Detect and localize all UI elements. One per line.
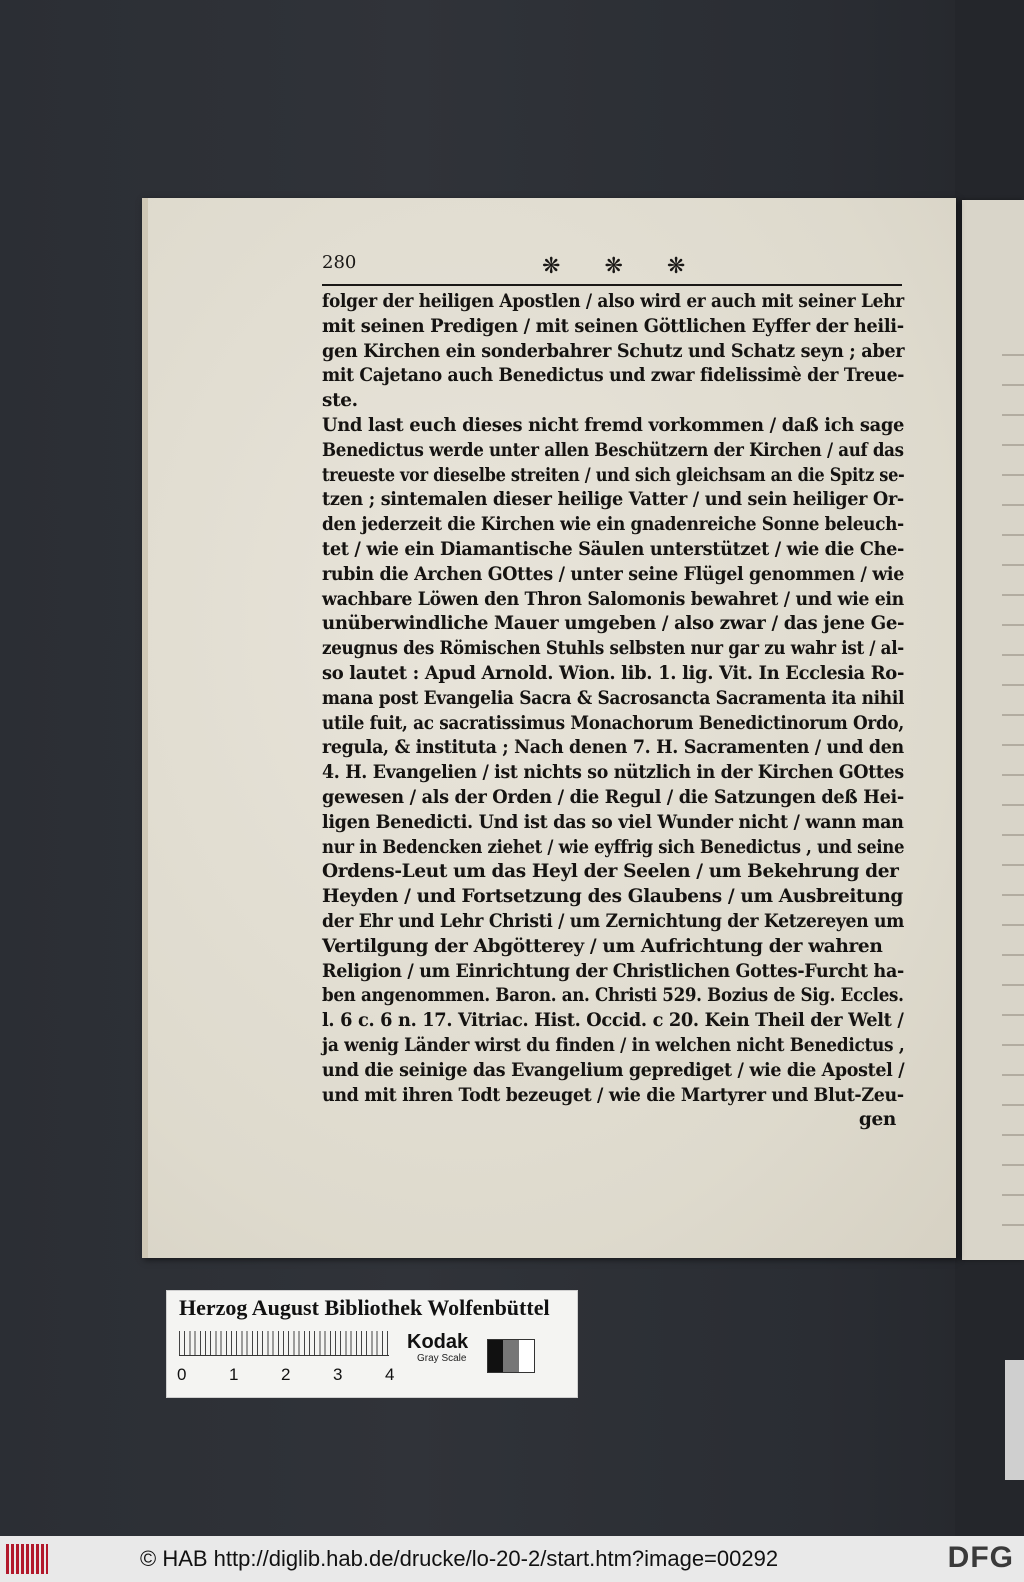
text-line: tet / wie ein Diamantische Säulen unterstützet / wie die Che- bbox=[322, 538, 905, 560]
text-line: ligen Benedicti. Und ist das so viel Wunder nicht / wann man bbox=[322, 811, 904, 833]
text-line: so lautet : Apud Arnold. Wion. lib. 1. lig. Vit. In Ecclesia Ro- bbox=[322, 662, 905, 684]
text-line: der Ehr und Lehr Christi / um Zernichtung der Ketzereyen um bbox=[322, 910, 905, 932]
text-line: nur in Bedencken ziehet / wie eyffrig sich Benedictus , und seine bbox=[322, 836, 905, 858]
ruler-number: 0 bbox=[177, 1365, 187, 1384]
footer-bar bbox=[0, 1536, 1024, 1582]
text-line: 4. H. Evangelien / ist nichts so nützlich in der Kirchen GOttes bbox=[322, 762, 904, 784]
text-line: wachbare Löwen den Thron Salomonis bewahret / und wie ein bbox=[322, 588, 904, 610]
library-name: Herzog August Bibliothek Wolfenbüttel bbox=[179, 1295, 550, 1320]
text-line: gewesen / als der Orden / die Regul / die Satzungen deß Hei- bbox=[322, 786, 904, 808]
ornament-icon: ❋ bbox=[604, 254, 623, 279]
ruler-numbers bbox=[175, 1365, 405, 1387]
dfg-logo: DFG bbox=[947, 1541, 1014, 1574]
kodak-logo: Kodak bbox=[407, 1331, 469, 1353]
text-line: Und last euch dieses nicht fremd vorkommen / daß ich sage bbox=[322, 414, 905, 436]
page-number: 280 bbox=[322, 252, 357, 273]
page-header bbox=[322, 252, 902, 284]
text-line: rubin die Archen GOttes / unter seine Flügel genommen / wie bbox=[322, 563, 905, 585]
hab-logo-icon bbox=[6, 1544, 48, 1574]
text-line: gen Kirchen ein sonderbahrer Schutz und Schatz seyn ; aber bbox=[322, 340, 905, 362]
text-line: ste. bbox=[322, 390, 358, 412]
text-line: mit seinen Predigen / mit seinen Göttlichen Eyffer der heili- bbox=[322, 315, 904, 337]
ruler-number: 4 bbox=[385, 1365, 395, 1384]
ornament-icon: ❋ bbox=[666, 254, 686, 279]
text-line: utile fuit, ac sacratissimus Monachorum Benedictinorum Ordo, bbox=[322, 712, 904, 734]
copyright-url[interactable]: © HAB http://diglib.hab.de/drucke/lo-20-2/start.htm?image=00292 bbox=[140, 1546, 779, 1571]
text-line: ja wenig Länder wirst du finden / in welchen nicht Benedictus , bbox=[322, 1034, 905, 1056]
text-line: gen bbox=[858, 1109, 896, 1131]
text-line: unüberwindliche Mauer umgeben / also zwar / das jene Ge- bbox=[322, 613, 905, 635]
header-rule bbox=[322, 284, 902, 286]
adjacent-label-strip bbox=[1005, 1360, 1024, 1480]
ruler-number: 1 bbox=[229, 1365, 239, 1384]
text-line: Benedictus werde unter allen Beschützern der Kirchen / auf das bbox=[322, 439, 904, 461]
book-page bbox=[142, 198, 956, 1258]
body-text bbox=[322, 290, 904, 1133]
text-line: Vertilgung der Abgötterey / um Aufrichtung der wahren bbox=[322, 935, 883, 957]
text-line: den jederzeit die Kirchen wie ein gnadenreiche Sonne beleuch- bbox=[322, 514, 904, 536]
text-line: regula, & instituta ; Nach denen 7. H. Sacramenten / und den bbox=[322, 737, 904, 759]
gray-scale-swatch bbox=[487, 1339, 535, 1373]
text-line: und die seinige das Evangelium geprediget / wie die Apostel / bbox=[322, 1059, 905, 1081]
text-line: ben angenommen. Baron. an. Christi 529. Bozius de Sig. Eccles. bbox=[322, 985, 904, 1007]
text-line: mit Cajetano auch Benedictus und zwar fidelissimè der Treue- bbox=[322, 365, 905, 387]
text-line: folger der heiligen Apostlen / also wird er auch mit seiner Lehr bbox=[322, 291, 904, 312]
text-line: treueste vor dieselbe streiten / und sich gleichsam an die Spitz se- bbox=[322, 464, 905, 486]
text-line: tzen ; sintemalen dieser heilige Vatter / und sein heiliger Or- bbox=[322, 489, 904, 511]
text-line: zeugnus des Römischen Stuhls selbsten nur gar zu wahr ist / al- bbox=[322, 638, 904, 660]
ornament-icon: ❋ bbox=[542, 254, 561, 279]
text-line: Religion / um Einrichtung der Christlichen Gottes-Furcht ha- bbox=[322, 960, 904, 982]
scan-reference-card bbox=[166, 1290, 578, 1398]
kodak-gray-scale-label: Gray Scale bbox=[417, 1353, 467, 1364]
scale-ruler bbox=[179, 1331, 389, 1356]
text-line: Heyden / und Fortsetzung des Glaubens / um Ausbreitung bbox=[322, 886, 904, 908]
text-line: Ordens-Leut um das Heyl der Seelen / um Bekehrung der bbox=[322, 861, 899, 883]
adjacent-page bbox=[962, 200, 1024, 1260]
header-ornaments bbox=[542, 254, 685, 279]
text-line: l. 6 c. 6 n. 17. Vitriac. Hist. Occid. c 20. Kein Theil der Welt / bbox=[322, 1010, 904, 1032]
ruler-number: 3 bbox=[333, 1365, 343, 1384]
text-line: und mit ihren Todt bezeuget / wie die Martyrer und Blut-Zeu- bbox=[322, 1084, 904, 1106]
ruler-number: 2 bbox=[281, 1365, 291, 1384]
text-line: mana post Evangelia Sacra & Sacrosancta Sacramenta ita nihil bbox=[322, 687, 905, 709]
